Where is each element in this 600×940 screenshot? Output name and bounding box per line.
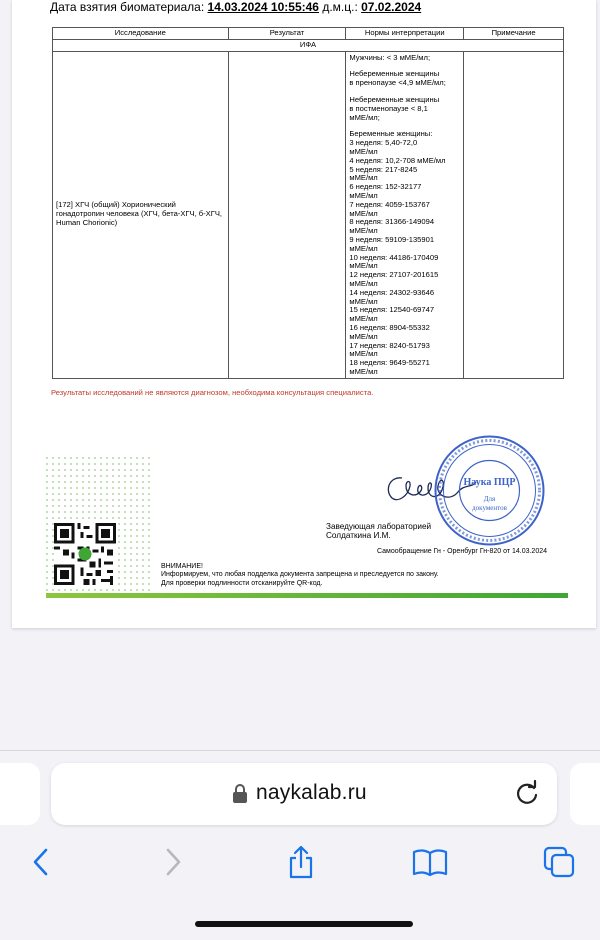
norm-premenopause-value: в пренопаузе <4,9 мМЕ/мл; bbox=[349, 78, 446, 88]
signature-block bbox=[326, 522, 431, 541]
stamp-center-text: Наука ПЦР bbox=[463, 477, 516, 488]
back-button[interactable] bbox=[23, 844, 59, 880]
study-name: [172] ХГЧ (общий) Хорионический гонадотропин человека (ХГЧ, бета-ХГЧ, б-ХГЧ, Human Chorionic) bbox=[53, 51, 229, 378]
share-button[interactable] bbox=[283, 844, 319, 880]
pregnancy-week-unit: мМЕ/мл bbox=[349, 226, 378, 236]
pregnancy-week-norm: 18 неделя: 9649-55271 bbox=[349, 358, 430, 368]
pregnancy-week-unit: мМЕ/мл bbox=[349, 278, 378, 288]
home-indicator[interactable] bbox=[195, 921, 413, 927]
qr-code[interactable] bbox=[54, 523, 116, 585]
warning-block bbox=[161, 563, 439, 588]
col-header-norms: Нормы интерпретации bbox=[346, 28, 464, 40]
pregnancy-week-unit: мМЕ/мл bbox=[349, 208, 378, 218]
signature-title: Заведующая лабораторией bbox=[326, 522, 432, 531]
col-header-study: Исследование bbox=[53, 28, 229, 40]
svg-text:Для: Для bbox=[483, 495, 496, 503]
previous-tab-peek[interactable] bbox=[0, 763, 40, 825]
pregnancy-weeks-list bbox=[349, 139, 460, 377]
pregnancy-week-norm: 10 неделя: 44186-170409 bbox=[349, 252, 439, 262]
col-header-result: Результат bbox=[228, 28, 346, 40]
norms-cell bbox=[346, 51, 464, 378]
pregnancy-week-norm: 5 неделя: 217-8245 bbox=[349, 164, 418, 174]
signature-name: Солдаткина И.М. bbox=[326, 531, 391, 541]
pregnancy-week-norm: 16 неделя: 8904-55332 bbox=[349, 322, 430, 332]
col-header-note: Примечание bbox=[464, 28, 564, 40]
norm-pregnant-title: Беременные женщины: bbox=[349, 129, 433, 139]
norm-postmenopause-unit: мМЕ/мл; bbox=[349, 112, 380, 122]
pregnancy-week-unit: мМЕ/мл bbox=[349, 296, 378, 306]
document-page bbox=[12, 0, 596, 628]
pregnancy-week-norm: 12 неделя: 27107-201615 bbox=[349, 270, 439, 280]
address-bar[interactable] bbox=[51, 763, 557, 825]
dmc-date: 07.02.2024 bbox=[361, 0, 422, 14]
chevron-right-icon bbox=[162, 847, 184, 877]
pregnancy-week-unit: мМЕ/мл bbox=[349, 314, 378, 324]
pregnancy-week-unit: мМЕ/мл bbox=[349, 146, 378, 156]
pregnancy-week-unit: мМЕ/мл bbox=[349, 243, 378, 253]
url-text[interactable]: naykalab.ru bbox=[256, 781, 367, 804]
biomaterial-datetime: 14.03.2024 10:55:46 bbox=[207, 0, 319, 14]
warning-title: ВНИМАНИЕ! bbox=[161, 563, 203, 570]
book-icon bbox=[412, 847, 448, 877]
pregnancy-week-norm: 8 неделя: 31366-149094 bbox=[349, 217, 435, 227]
note-value bbox=[464, 51, 564, 378]
warning-line-1: Информируем, что любая подделка документа запрещена и преследуется по закону. bbox=[161, 571, 439, 579]
results-table bbox=[52, 27, 564, 379]
pregnancy-week-norm: 7 неделя: 4059-153767 bbox=[349, 199, 430, 209]
lock-icon bbox=[232, 783, 248, 805]
pregnancy-week-norm: 4 неделя: 10,2-708 мМЕ/мл bbox=[349, 155, 446, 165]
table-row bbox=[53, 51, 564, 378]
pregnancy-week-unit: мМЕ/мл bbox=[349, 173, 378, 183]
next-tab-peek[interactable] bbox=[570, 763, 600, 825]
norm-premenopause: Небеременные женщины bbox=[349, 69, 440, 79]
pregnancy-week-norm: 3 неделя: 5,40-72,0 bbox=[349, 138, 418, 148]
tabs-button[interactable] bbox=[541, 844, 577, 880]
disclaimer-text: Результаты исследований не являются диагнозом, необходима консультация специалиста. bbox=[51, 388, 374, 397]
tabs-icon bbox=[542, 845, 576, 879]
svg-text:документов: документов bbox=[472, 504, 507, 512]
forward-button[interactable] bbox=[155, 844, 191, 880]
pregnancy-week-norm: 6 неделя: 152-32177 bbox=[349, 182, 422, 192]
browser-toolbar bbox=[0, 750, 600, 940]
bookmarks-button[interactable] bbox=[412, 844, 448, 880]
result-value bbox=[228, 51, 346, 378]
pregnancy-week-unit: мМЕ/мл bbox=[349, 261, 378, 271]
pregnancy-week-norm: 9 неделя: 59109-135901 bbox=[349, 234, 435, 244]
section-row bbox=[53, 39, 564, 51]
pregnancy-week-norm: 15 неделя: 12540-69747 bbox=[349, 305, 435, 315]
table-header-row bbox=[53, 28, 564, 40]
self-referral-text: Самообращение Гн - Оренбург Гн-820 от 14.03.2024 bbox=[377, 548, 547, 555]
pregnancy-week-unit: мМЕ/мл bbox=[349, 349, 378, 359]
chevron-left-icon bbox=[30, 847, 52, 877]
share-icon bbox=[286, 845, 316, 879]
norm-men: Мужчины: < 3 мМЕ/мл; bbox=[349, 52, 431, 62]
pregnancy-week-norm: 17 неделя: 8240-51793 bbox=[349, 340, 430, 350]
warning-line-2: Для проверки подлинности отсканируйте QR-код. bbox=[161, 579, 323, 587]
pregnancy-week-norm: 14 неделя: 24302-93646 bbox=[349, 287, 435, 297]
norm-postmenopause: Небеременные женщины bbox=[349, 94, 440, 104]
section-label: ИФА bbox=[53, 39, 564, 51]
official-stamp bbox=[432, 433, 547, 548]
pregnancy-week-unit: мМЕ/мл bbox=[349, 366, 378, 376]
biomaterial-date-line: Дата взятия биоматериала: 14.03.2024 10:55:46 д.м.ц.: 07.02.2024 bbox=[50, 0, 422, 14]
pregnancy-week-unit: мМЕ/мл bbox=[349, 331, 378, 341]
norm-postmenopause-value: в постменопаузе < 8,1 bbox=[349, 103, 428, 113]
reload-icon[interactable] bbox=[512, 779, 542, 809]
pregnancy-week-unit: мМЕ/мл bbox=[349, 190, 378, 200]
footer-green-bar bbox=[46, 593, 568, 598]
